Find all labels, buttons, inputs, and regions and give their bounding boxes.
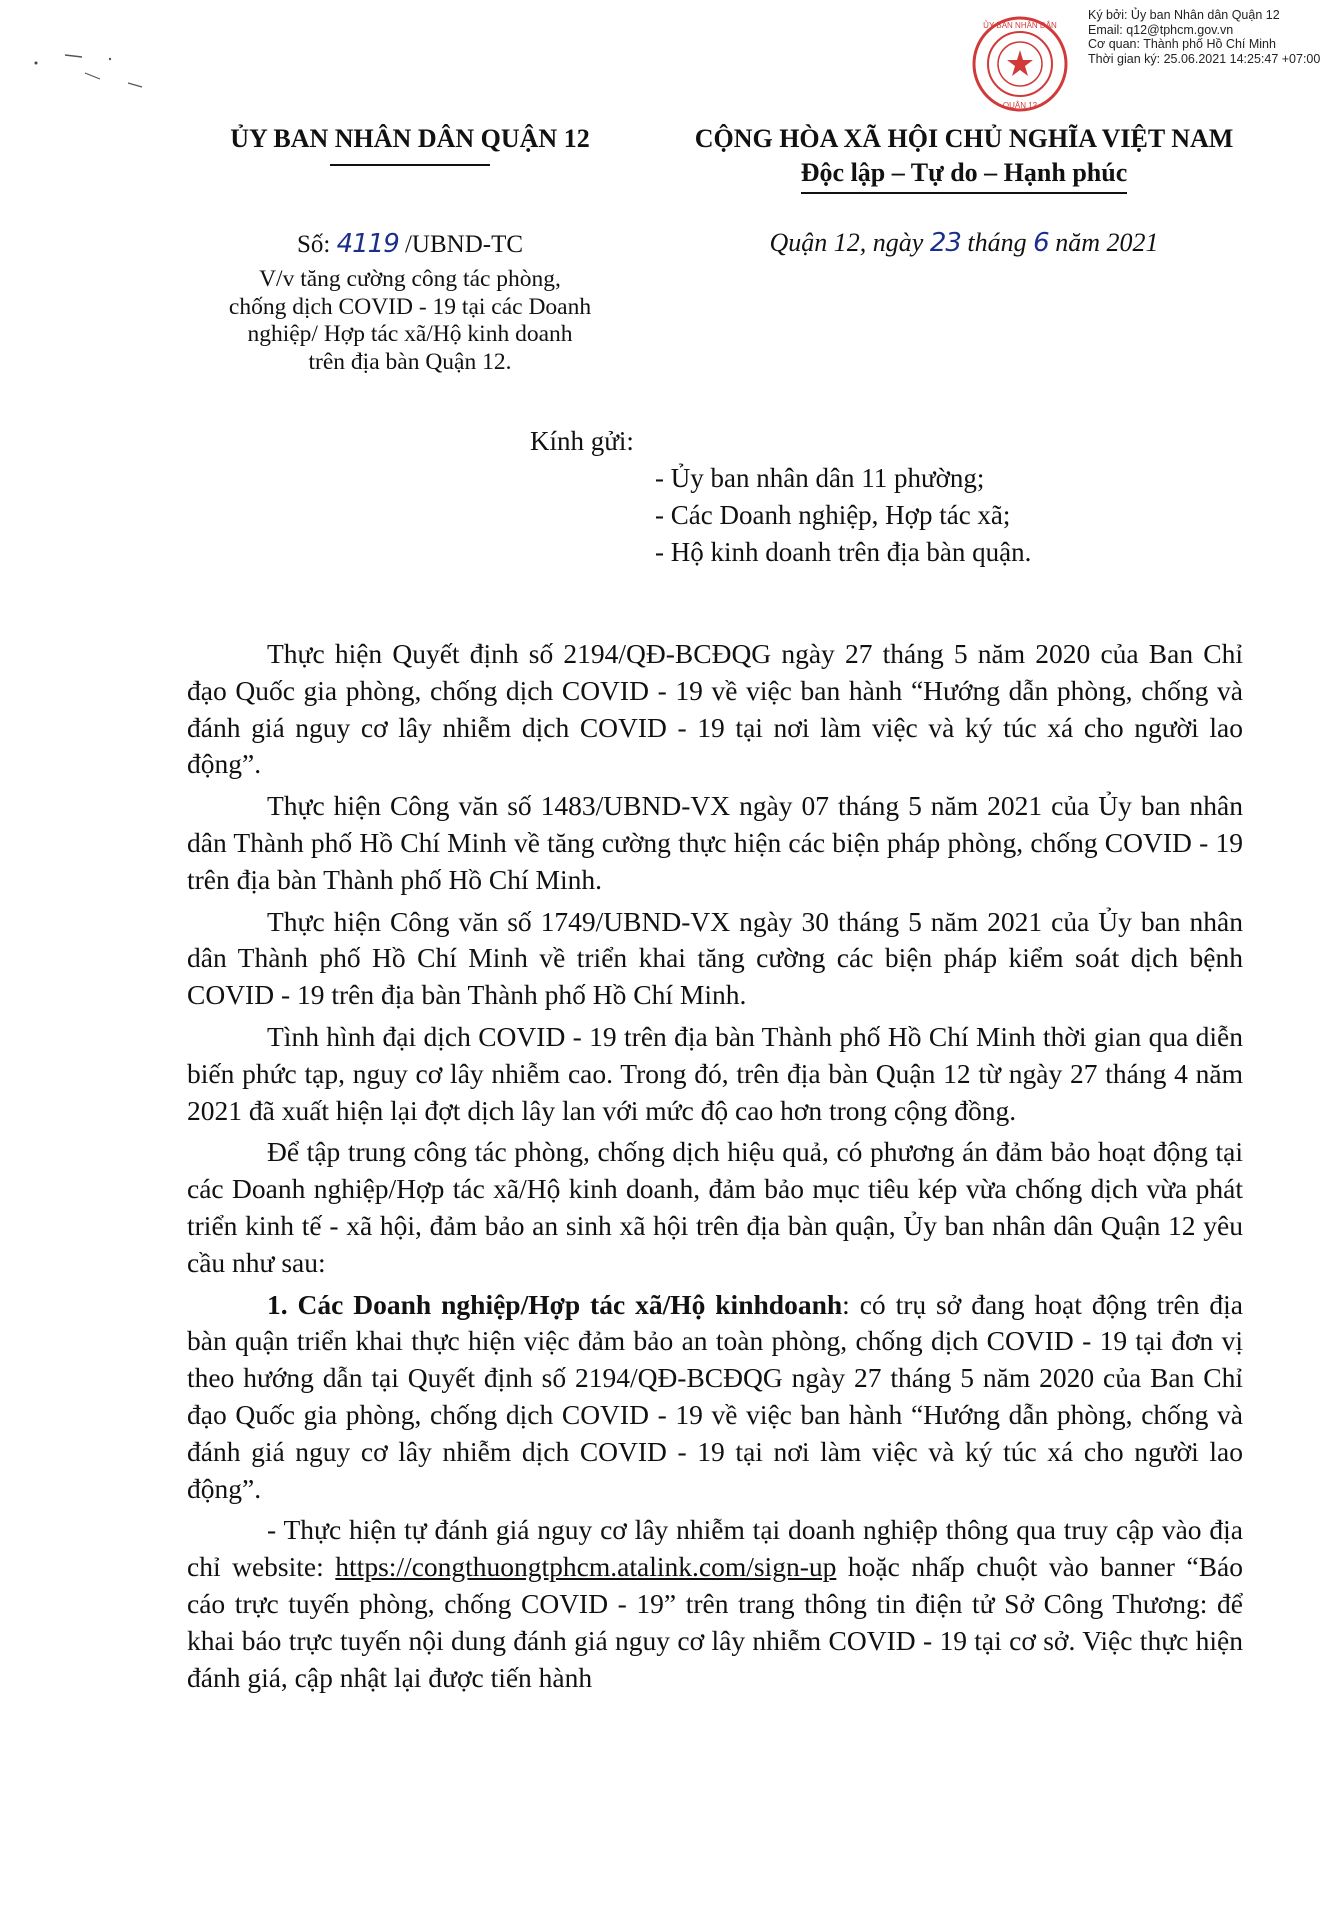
- place-and-date: [664, 226, 1264, 260]
- body-paragraph: Thực hiện Công văn số 1749/UBND-VX ngày 30 tháng 5 năm 2021 của Ủy ban nhân dân Thành phố Hồ Chí Minh về triển khai tăng cường các biện pháp kiểm soát dịch bệnh COVID - 19 trên địa bàn Thành phố Hồ Chí Minh.: [187, 905, 1243, 1011]
- document-subject: [185, 266, 635, 376]
- national-motto: Độc lập – Tự do – Hạnh phúc: [801, 156, 1128, 194]
- recipients-label: Kính gửi:: [530, 426, 634, 456]
- body-paragraph-self-assessment: [187, 1512, 1243, 1696]
- red-seal-stamp: [970, 14, 1070, 114]
- signature-email: Email: q12@tphcm.gov.vn: [1088, 22, 1234, 37]
- svg-text:ỦY BAN NHÂN DÂN: ỦY BAN NHÂN DÂN: [983, 21, 1057, 30]
- section-1-heading: 1. Các Doanh nghiệp/Hợp tác xã/Hộ kinhdoanh: [267, 1288, 843, 1320]
- body-paragraph-section-1: [187, 1287, 1243, 1508]
- date-month-label: tháng: [967, 228, 1027, 257]
- date-month-handwritten: 6: [1033, 228, 1049, 258]
- subject-line: trên địa bàn Quận 12.: [308, 348, 512, 375]
- nation-title: CỘNG HÒA XÃ HỘI CHỦ NGHĨA VIỆT NAM: [694, 124, 1234, 153]
- recipient-item: - Hộ kinh doanh trên địa bàn quận.: [655, 537, 1032, 567]
- body-paragraph: Để tập trung công tác phòng, chống dịch hiệu quả, có phương án đảm bảo hoạt động tại các Doanh nghiệp/Hợp tác xã/Hộ kinh doanh, đảm bảo mục tiêu kép vừa chống dịch vừa phát triển kinh tế - xã hội, đảm bảo an sinh xã hội trên địa bàn quận, Ủy ban nhân dân Quận 12 yêu cầu như sau:: [187, 1136, 1243, 1278]
- recipient-item: - Ủy ban nhân dân 11 phường;: [655, 463, 985, 493]
- website-link[interactable]: https://congthuongtphcm.atalink.com/sign-up: [335, 1551, 837, 1583]
- doc-no-suffix: /UBND-TC: [404, 231, 524, 258]
- issuing-authority-block: [180, 122, 640, 166]
- recipients-list: [655, 460, 1031, 571]
- signature-agency: Cơ quan: Thành phố Hồ Chí Minh: [1088, 37, 1276, 51]
- body-paragraph: Tình hình đại dịch COVID - 19 trên địa bàn Thành phố Hồ Chí Minh thời gian qua diễn biến phức tạp, nguy cơ lây nhiễm cao. Trong đó, trên địa bàn Quận 12 từ ngày 27 tháng 4 năm 2021 đã xuất hiện lại đợt dịch lây lan với mức độ cao hơn trong cộng đồng.: [187, 1020, 1243, 1126]
- org-name: ỦY BAN NHÂN DÂN QUẬN 12: [230, 124, 590, 153]
- date-day-handwritten: 23: [929, 228, 961, 258]
- doc-no-prefix: Số:: [296, 231, 331, 258]
- document-body: [187, 636, 1243, 1701]
- self-assessment-text-before: - Thực hiện tự đánh giá nguy cơ lây nhiễm tại doanh nghiệp thông qua truy cập vào địa chỉ website:: [187, 1514, 1243, 1583]
- subject-line: chống dịch COVID - 19 tại các Doanh: [228, 293, 592, 320]
- date-prefix: Quận 12, ngày: [769, 228, 924, 257]
- org-underline: [330, 164, 490, 166]
- self-assessment-text-after: hoặc nhấp chuột vào banner “Báo cáo trực tuyến phòng, chống COVID - 19” trên trang thông tin điện tử Sở Công Thương: để khai báo trực tuyến nội dung đánh giá nguy cơ lây nhiễm COVID - 19 tại cơ sở. Việc thực hiện đánh giá, cập nhật lại được tiến hành: [187, 1551, 1243, 1693]
- signature-time: Thời gian ký: 25.06.2021 14:25:47 +07:00: [1088, 51, 1321, 66]
- subject-line: V/v tăng cường công tác phòng,: [259, 266, 561, 292]
- svg-text:QUẬN 12: QUẬN 12: [1002, 101, 1038, 110]
- date-suffix: năm 2021: [1055, 228, 1159, 257]
- signature-signed-by: Ký bởi: Ủy ban Nhân dân Quận 12: [1088, 8, 1280, 22]
- scan-noise-mark: [30, 45, 160, 115]
- digital-signature-info: [1088, 8, 1328, 66]
- body-paragraph: Thực hiện Công văn số 1483/UBND-VX ngày 07 tháng 5 năm 2021 của Ủy ban nhân dân Thành phố Hồ Chí Minh về tăng cường thực hiện các biện pháp phòng, chống COVID - 19 trên địa bàn Thành phố Hồ Chí Minh.: [187, 790, 1243, 895]
- document-number: [180, 228, 640, 261]
- doc-no-handwritten: 4119: [336, 229, 399, 259]
- national-heading-block: [664, 122, 1264, 194]
- recipient-item: - Các Doanh nghiệp, Hợp tác xã;: [655, 500, 1011, 530]
- section-1-text: : có trụ sở đang hoạt động trên địa bàn quận triển khai thực hiện việc đảm bảo an toàn phòng, chống dịch COVID - 19 tại đơn vị theo hướng dẫn tại Quyết định số 2194/QĐ-BCĐQG ngày 27 tháng 5 năm 2020 của Ban Chỉ đạo Quốc gia phòng, chống dịch COVID - 19 về việc ban hành “Hướng dẫn phòng, chống và đánh giá nguy cơ lây nhiễm dịch COVID - 19 tại nơi làm việc và ký túc xá cho người lao động”.: [187, 1288, 1243, 1504]
- subject-line: nghiệp/ Hợp tác xã/Hộ kinh doanh: [247, 321, 573, 347]
- body-paragraph: Thực hiện Quyết định số 2194/QĐ-BCĐQG ngày 27 tháng 5 năm 2020 của Ban Chỉ đạo Quốc gia phòng, chống dịch COVID - 19 về việc ban hành “Hướng dẫn phòng, chống và đánh giá nguy cơ lây nhiễm dịch COVID - 19 tại nơi làm việc và ký túc xá cho người lao động”.: [187, 638, 1243, 780]
